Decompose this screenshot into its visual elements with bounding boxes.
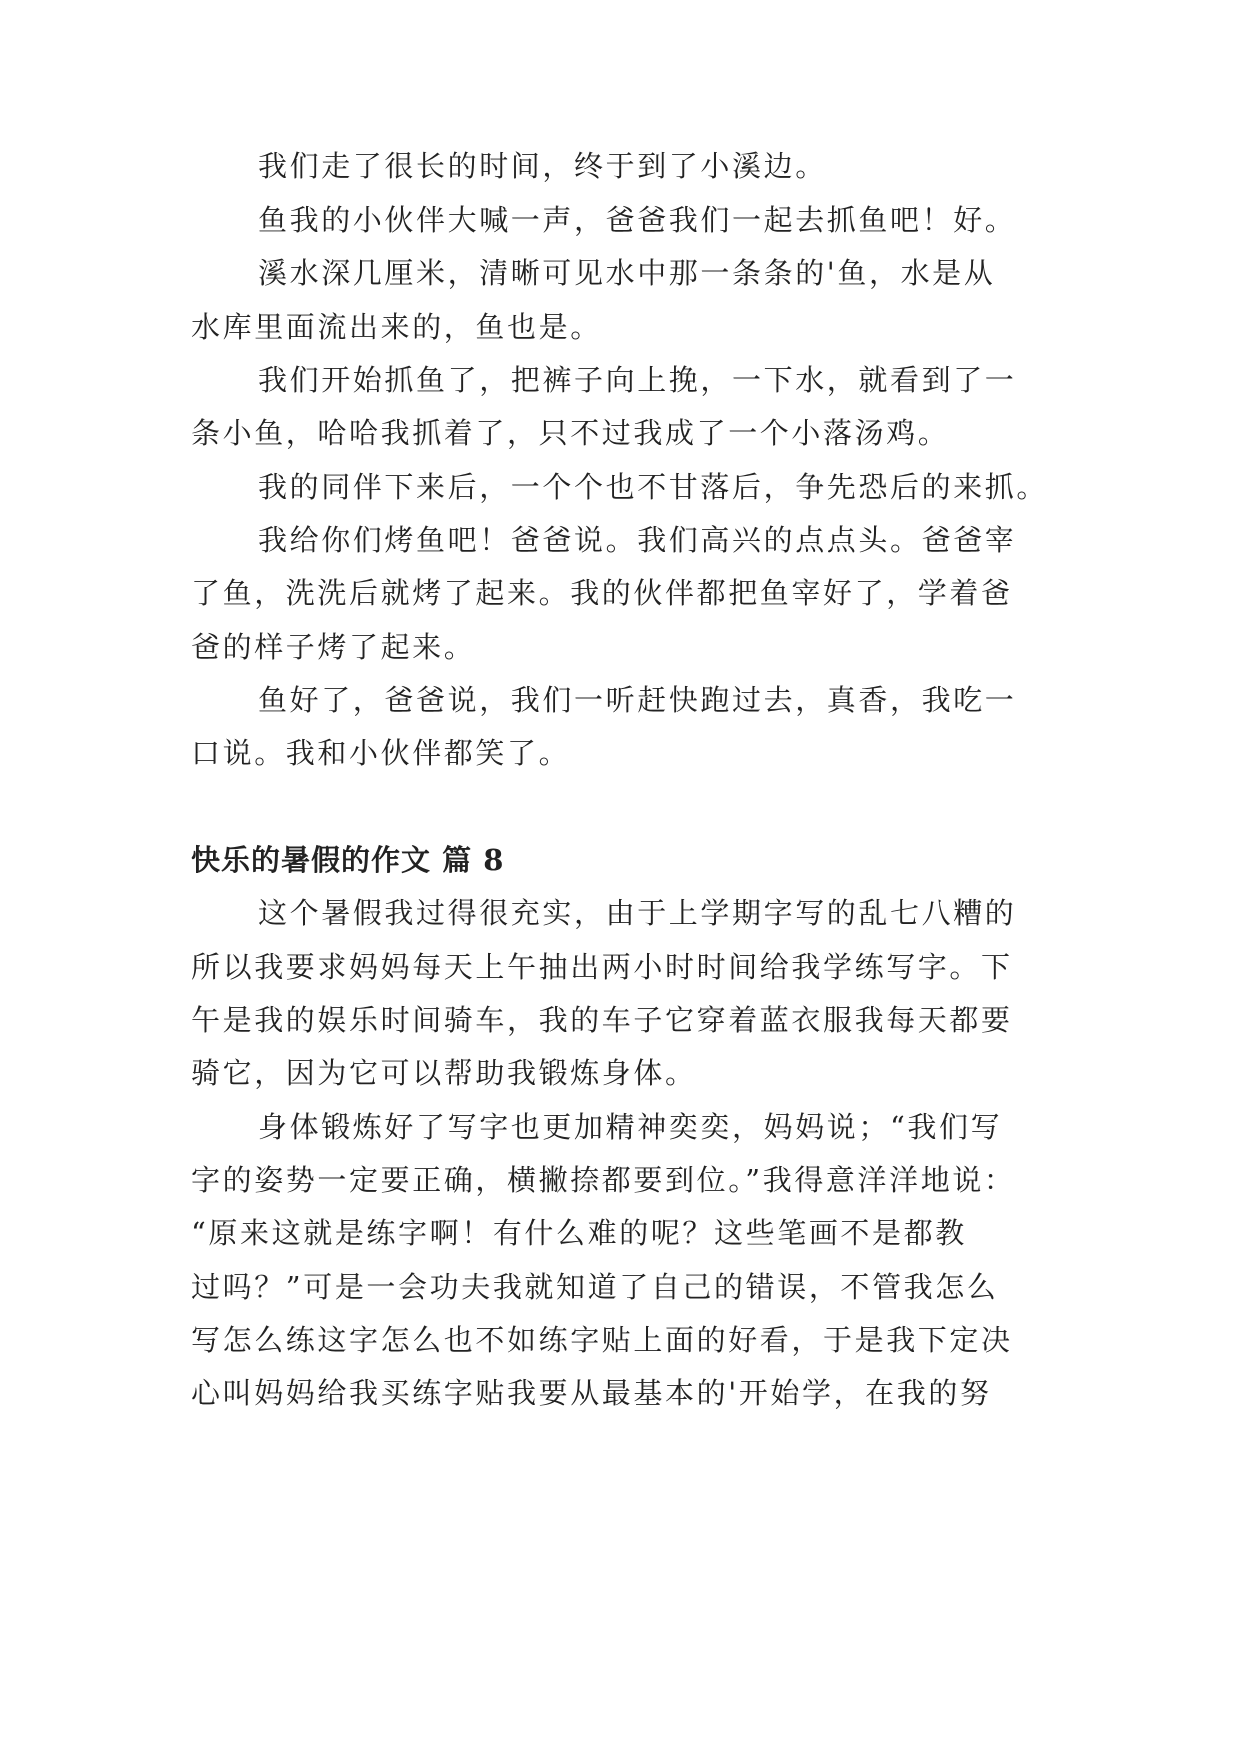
paragraph-line: 条小鱼，哈哈我抓着了，只不过我成了一个小落汤鸡。 (191, 416, 950, 450)
paragraph-line: 所以我要求妈妈每天上午抽出两小时时间给我学练写字。下 (191, 950, 1013, 984)
paragraph-line: 我给你们烤鱼吧！爸爸说。我们高兴的点点头。爸爸宰 (258, 523, 1017, 557)
paragraph-line: 字的姿势一定要正确，横撇捺都要到位。”我得意洋洋地说： (191, 1163, 1016, 1197)
paragraph-line: 过吗？”可是一会功夫我就知道了自己的错误，不管我怎么 (191, 1270, 999, 1304)
paragraph-line: 了鱼，洗洗后就烤了起来。我的伙伴都把鱼宰好了，学着爸 (191, 576, 1013, 610)
paragraph-line: 午是我的娱乐时间骑车，我的车子它穿着蓝衣服我每天都要 (191, 1003, 1013, 1037)
paragraph-line: 溪水深几厘米，清晰可见水中那一条条的'鱼，水是从 (258, 256, 996, 290)
paragraph-line: 我们开始抓鱼了，把裤子向上挽，一下水，就看到了一 (258, 363, 1017, 397)
paragraph-line: 口说。我和小伙伴都笑了。 (191, 736, 571, 770)
paragraph-line: 水库里面流出来的，鱼也是。 (191, 310, 602, 344)
paragraph-line: 写怎么练这字怎么也不如练字贴上面的好看，于是我下定决 (191, 1323, 1013, 1357)
paragraph-line: 骑它，因为它可以帮助我锻炼身体。 (191, 1056, 697, 1090)
paragraph-line: 鱼好了，爸爸说，我们一听赶快跑过去，真香，我吃一 (258, 683, 1017, 717)
paragraph-line: 鱼我的小伙伴大喊一声，爸爸我们一起去抓鱼吧！好。 (258, 203, 1017, 237)
paragraph-line: 心叫妈妈给我买练字贴我要从最基本的'开始学，在我的努 (191, 1376, 992, 1410)
paragraph-line: 爸的样子烤了起来。 (191, 630, 476, 664)
paragraph-line: “原来这就是练字啊！有什么难的呢？这些笔画不是都教 (191, 1216, 967, 1250)
paragraph-line: 我的同伴下来后，一个个也不甘落后，争先恐后的来抓。 (258, 470, 1049, 504)
paragraph-line: 身体锻炼好了写字也更加精神奕奕，妈妈说；“我们写 (258, 1110, 1003, 1144)
section-heading: 快乐的暑假的作文 篇 8 (191, 843, 505, 877)
paragraph-line: 这个暑假我过得很充实，由于上学期字写的乱七八糟的 (258, 896, 1017, 930)
paragraph-line: 我们走了很长的时间，终于到了小溪边。 (258, 149, 827, 183)
